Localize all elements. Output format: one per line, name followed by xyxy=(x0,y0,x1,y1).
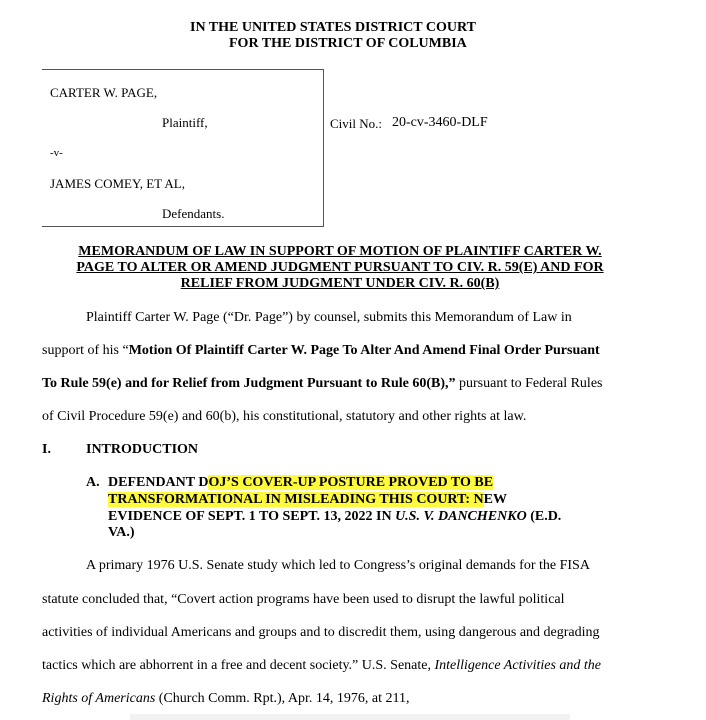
body-paragraph-line2: statute concluded that, “Covert action programs have been used to disrupt the lawful political xyxy=(42,592,565,607)
defendant-name: JAMES COMEY, ET AL, xyxy=(50,176,185,191)
subsection-heading-line1 xyxy=(108,475,493,491)
heading-line1-text: DEFENDANT D xyxy=(108,475,209,490)
heading-line3-court: (E.D. xyxy=(526,509,562,524)
versus-label: -v- xyxy=(50,147,63,159)
body-paragraph-line5 xyxy=(42,691,410,707)
plaintiff-role: Plaintiff, xyxy=(162,115,208,130)
intro-paragraph-line3 xyxy=(42,376,603,392)
body-paragraph-line1: A primary 1976 U.S. Senate study which led to Congress’s original demands for the FISA xyxy=(86,558,590,573)
motion-title-part2: To Rule 59(e) and for Relief from Judgment Pursuant to Rule 60(B),” xyxy=(42,376,456,391)
intro-line3-text: pursuant to Federal Rules xyxy=(455,376,603,391)
civil-number: 20-cv-3460-DLF xyxy=(392,115,488,130)
body-line5-text: (Church Comm. Rpt.), Apr. 14, 1976, at 211, xyxy=(155,691,410,706)
civil-number-label: Civil No.: xyxy=(330,116,383,131)
body-paragraph-line4 xyxy=(42,658,601,674)
court-district: FOR THE DISTRICT OF COLUMBIA xyxy=(229,36,467,51)
body-paragraph-line3: activities of individual Americans and groups and to discredit them, using dangerous and degrading xyxy=(42,625,600,640)
subsection-heading-line3 xyxy=(108,509,561,525)
intro-line2-text: support of his “ xyxy=(42,343,129,358)
court-name: IN THE UNITED STATES DISTRICT COURT xyxy=(190,20,476,35)
highlighted-text: OJ’S COVER-UP POSTURE PROVED TO BE xyxy=(208,475,494,490)
memo-title-line1: MEMORANDUM OF LAW IN SUPPORT OF MOTION OF PLAINTIFF CARTER W. xyxy=(78,244,602,259)
section-title: INTRODUCTION xyxy=(86,442,199,457)
subsection-heading-line2 xyxy=(108,492,507,508)
heading-line2-text: EW xyxy=(483,492,507,507)
memo-title-line3: RELIEF FROM JUDGMENT UNDER CIV. R. 60(B) xyxy=(180,276,500,291)
intro-paragraph-line4: of Civil Procedure 59(e) and 60(b), his constitutional, statutory and other rights at law. xyxy=(42,409,527,424)
intro-paragraph-line1: Plaintiff Carter W. Page (“Dr. Page”) by counsel, submits this Memorandum of Law in xyxy=(86,310,572,325)
subsection-letter: A. xyxy=(86,475,100,490)
body-line4-text: tactics which are abhorrent in a free and decent society.” U.S. Senate, xyxy=(42,658,435,673)
report-title-part1: Intelligence Activities and the xyxy=(434,658,602,673)
memo-title-line2: PAGE TO ALTER OR AMEND JUDGMENT PURSUANT TO CIV. R. 59(E) AND FOR xyxy=(76,260,604,275)
report-title-part2: Rights of Americans xyxy=(42,691,156,706)
heading-line3-text: EVIDENCE OF SEPT. 1 TO SEPT. 13, 2022 IN xyxy=(108,509,396,524)
section-number: I. xyxy=(42,442,51,457)
intro-paragraph-line2 xyxy=(42,343,600,359)
page-edge-shadow xyxy=(130,714,570,720)
motion-title-part1: Motion Of Plaintiff Carter W. Page To Alter And Amend Final Order Pursuant xyxy=(128,343,600,358)
plaintiff-name: CARTER W. PAGE, xyxy=(50,85,158,100)
highlighted-text: TRANSFORMATIONAL IN MISLEADING THIS COURT: N xyxy=(108,492,484,507)
case-name: U.S. V. DANCHENKO xyxy=(395,509,527,524)
defendant-role: Defendants. xyxy=(162,206,225,221)
subsection-heading-line4: VA.) xyxy=(108,525,135,540)
